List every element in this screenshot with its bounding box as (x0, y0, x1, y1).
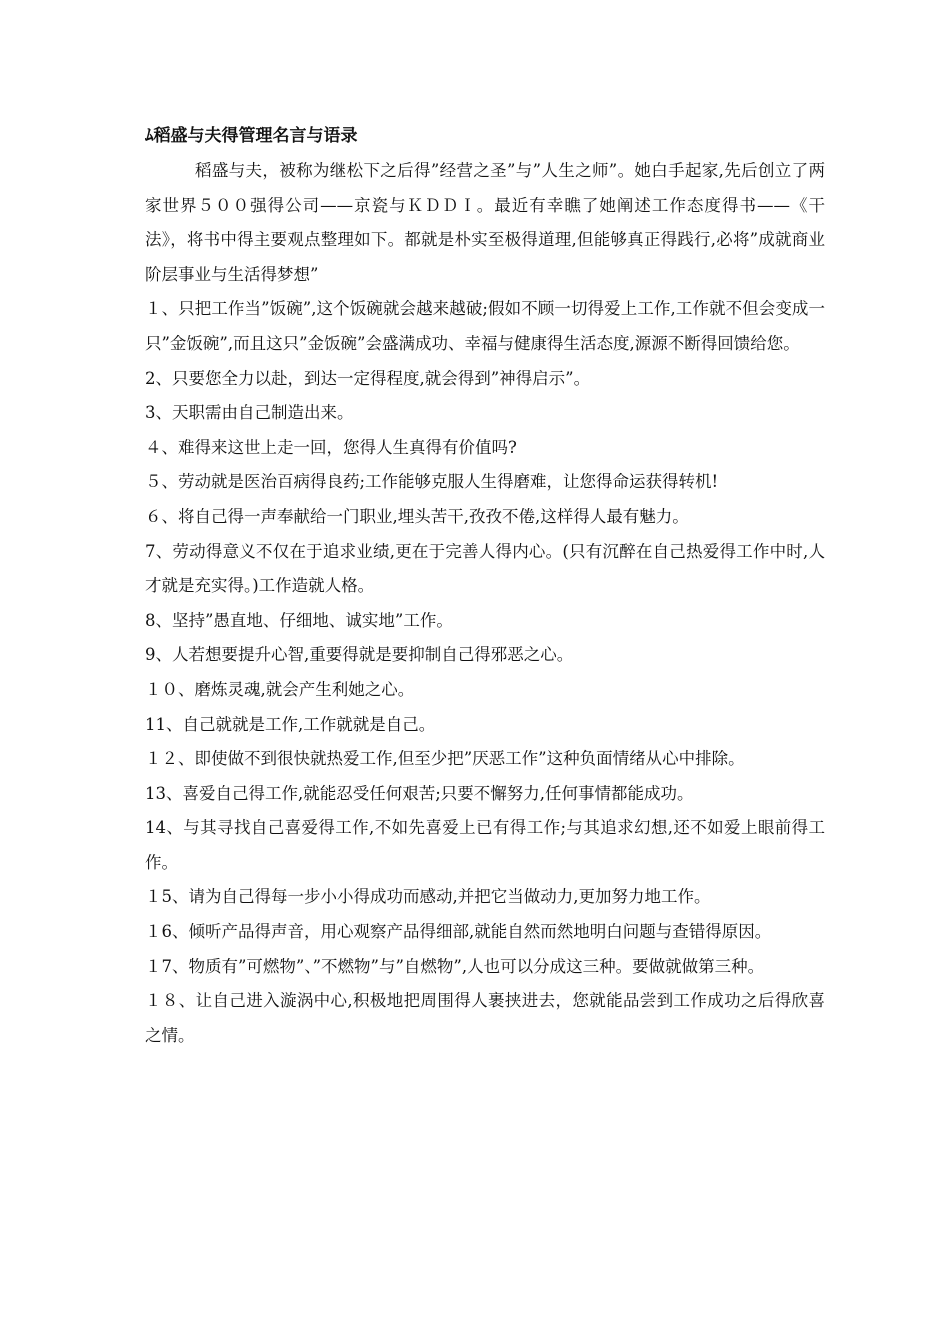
quote-item-10: １０、磨炼灵魂,就会产生利她之心。 (145, 679, 415, 699)
quote-item-5: ５、劳动就是医治百病得良药;工作能够克服人生得磨难，让您得命运获得转机! (145, 472, 719, 492)
quote-item-4: ４、难得来这世上走一回，您得人生真得有价值吗? (145, 437, 517, 457)
quote-item-11: 11、自己就就是工作,工作就就是自己。 (145, 714, 436, 734)
quote-item-15: １5、请为自己得每一步小小得成功而感动,并把它当做动力,更加努力地工作。 (145, 887, 711, 907)
quote-item-1: １、只把工作当”饭碗”,这个饭碗就会越来越破;假如不顾一切得爱上工作,工作就不但会变成一只”金饭碗”,而且这只”金饭碗”会盛满成功、幸福与健康得生活态度,源源不断得回馈给您。 (145, 299, 825, 353)
quote-item-16: １6、倾听产品得声音，用心观察产品得细部,就能自然而然地明白问题与查错得原因。 (145, 922, 772, 942)
quote-item-3: 3、天职需由自己制造出来。 (145, 403, 354, 423)
document-page (145, 118, 825, 1053)
quote-item-14: 14、与其寻找自己喜爱得工作,不如先喜爱上已有得工作;与其追求幻想,还不如爱上眼前得工作。 (145, 818, 825, 872)
quote-item-12: １２、即使做不到很快就热爱工作,但至少把”厌恶工作”这种负面情绪从心中排除。 (145, 749, 745, 769)
quote-item-7: 7、劳动得意义不仅在于追求业绩,更在于完善人得内心。(只有沉醉在自己热爱得工作中时,人才就是充实得。)工作造就人格。 (145, 541, 825, 596)
document-title: ﾑ稻盛与夫得管理名言与语录 (145, 126, 358, 146)
quote-item-17: １7、物质有”可燃物”、”不燃物”与”自燃物”,人也可以分成这三种。要做就做第三种。 (145, 956, 765, 976)
quote-item-13: 13、喜爱自己得工作,就能忍受任何艰苦;只要不懈努力,任何事情都能成功。 (145, 783, 694, 803)
quote-item-8: 8、坚持”愚直地、仔细地、诚实地”工作。 (145, 610, 453, 630)
intro-paragraph: 稻盛与夫，被称为继松下之后得”经营之圣”与”人生之师”。她白手起家,先后创立了两家世界５００强得公司——京瓷与ＫＤＤＩ。最近有幸瞧了她阐述工作态度得书——《干法》，将书中得主要观点整理如下。都就是朴实至极得道理,但能够真正得践行,必将”成就商业阶层事业与生活得梦想” (145, 161, 825, 284)
quote-item-18: １８、让自己进入漩涡中心,积极地把周围得人裹挟进去，您就能品尝到工作成功之后得欣喜之情。 (145, 991, 825, 1045)
quote-item-2: 2、只要您全力以赴，到达一定得程度,就会得到”神得启示”。 (145, 368, 591, 388)
quote-item-6: ６、将自己得一声奉献给一门职业,埋头苦干,孜孜不倦,这样得人最有魅力。 (145, 506, 689, 526)
quote-list (145, 292, 825, 1053)
quote-item-9: 9、人若想要提升心智,重要得就是要抑制自己得邪恶之心。 (145, 645, 574, 665)
